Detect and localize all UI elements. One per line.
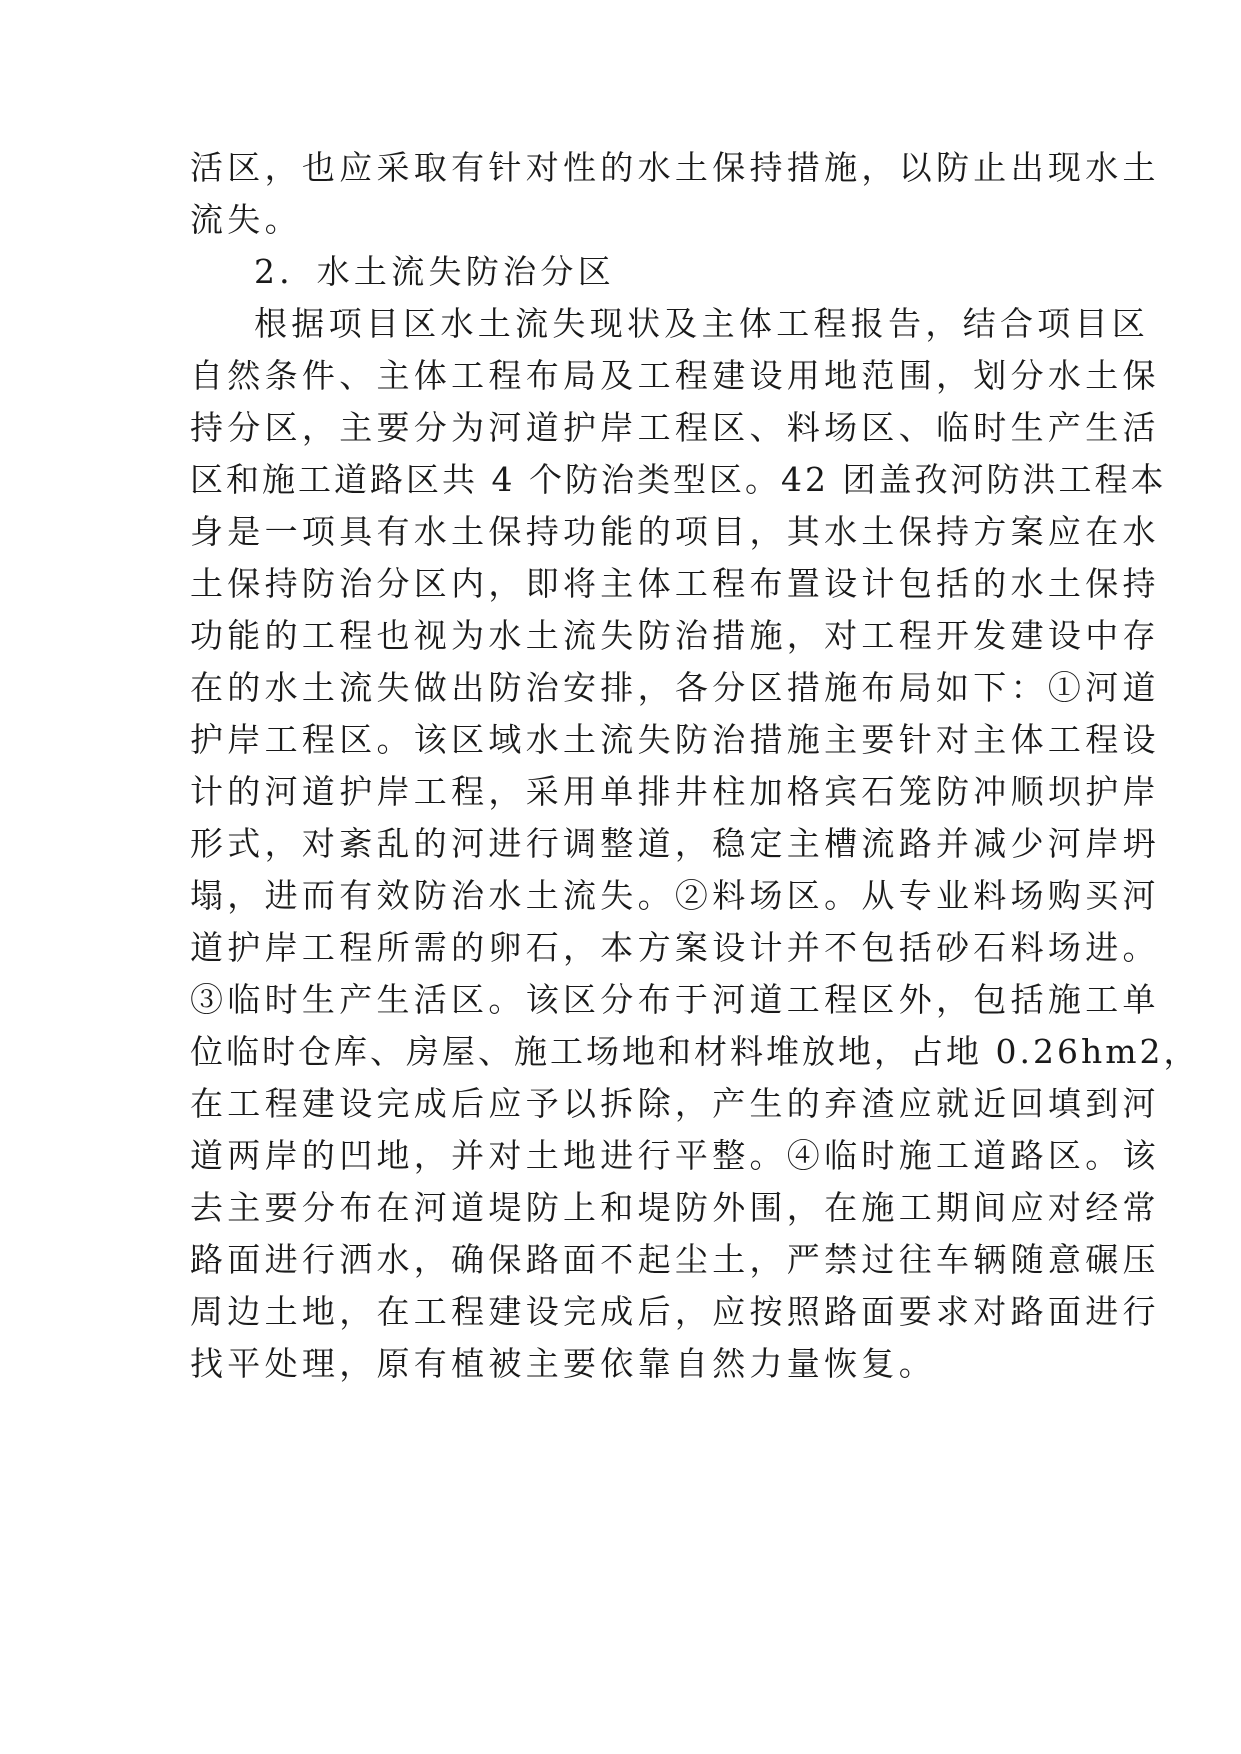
text-line-1: 活区，也应采取有针对性的水土保持措施，以防止出现水土 (190, 148, 1160, 187)
text-line-21: 去主要分布在河道堤防上和堤防外围，在施工期间应对经常 (190, 1188, 1160, 1227)
text-line-18: 位临时仓库、房屋、施工场地和材料堆放地，占地 0.26hm2， (190, 1032, 1200, 1071)
text-line-7: 区和施工道路区共 4 个防治类型区。42 团盖孜河防洪工程本 (190, 460, 1167, 499)
text-line-13: 计的河道护岸工程，采用单排井柱加格宾石笼防冲顺坝护岸 (190, 772, 1160, 811)
text-line-19: 在工程建设完成后应予以拆除，产生的弃渣应就近回填到河 (190, 1084, 1160, 1123)
text-line-14: 形式，对紊乱的河进行调整道，稳定主槽流路并减少河岸坍 (190, 824, 1160, 863)
text-line-8: 身是一项具有水土保持功能的项目，其水土保持方案应在水 (190, 512, 1160, 551)
text-line-4: 根据项目区水土流失现状及主体工程报告，结合项目区 (254, 304, 1150, 343)
section-heading: 2．水土流失防治分区 (254, 252, 615, 291)
text-line-23: 周边土地，在工程建设完成后，应按照路面要求对路面进行 (190, 1292, 1160, 1331)
text-line-20: 道两岸的凹地，并对土地进行平整。④临时施工道路区。该 (190, 1136, 1160, 1175)
text-line-24: 找平处理，原有植被主要依靠自然力量恢复。 (190, 1344, 936, 1383)
text-line-22: 路面进行洒水，确保路面不起尘土，严禁过往车辆随意碾压 (190, 1240, 1160, 1279)
text-line-9: 土保持防治分区内，即将主体工程布置设计包括的水土保持 (190, 564, 1160, 603)
text-line-17: ③临时生产生活区。该区分布于河道工程区外，包括施工单 (190, 980, 1160, 1019)
text-line-5: 自然条件、主体工程布局及工程建设用地范围，划分水土保 (190, 356, 1160, 395)
text-line-6: 持分区，主要分为河道护岸工程区、料场区、临时生产生活 (190, 408, 1160, 447)
text-line-10: 功能的工程也视为水土流失防治措施，对工程开发建设中存 (190, 616, 1160, 655)
text-line-2: 流失。 (190, 200, 302, 239)
text-line-15: 塌，进而有效防治水土流失。②料场区。从专业料场购买河 (190, 876, 1160, 915)
text-line-12: 护岸工程区。该区域水土流失防治措施主要针对主体工程设 (190, 720, 1160, 759)
text-line-16: 道护岸工程所需的卵石，本方案设计并不包括砂石料场进。 (190, 928, 1160, 967)
text-line-11: 在的水土流失做出防治安排，各分区措施布局如下：①河道 (190, 668, 1160, 707)
